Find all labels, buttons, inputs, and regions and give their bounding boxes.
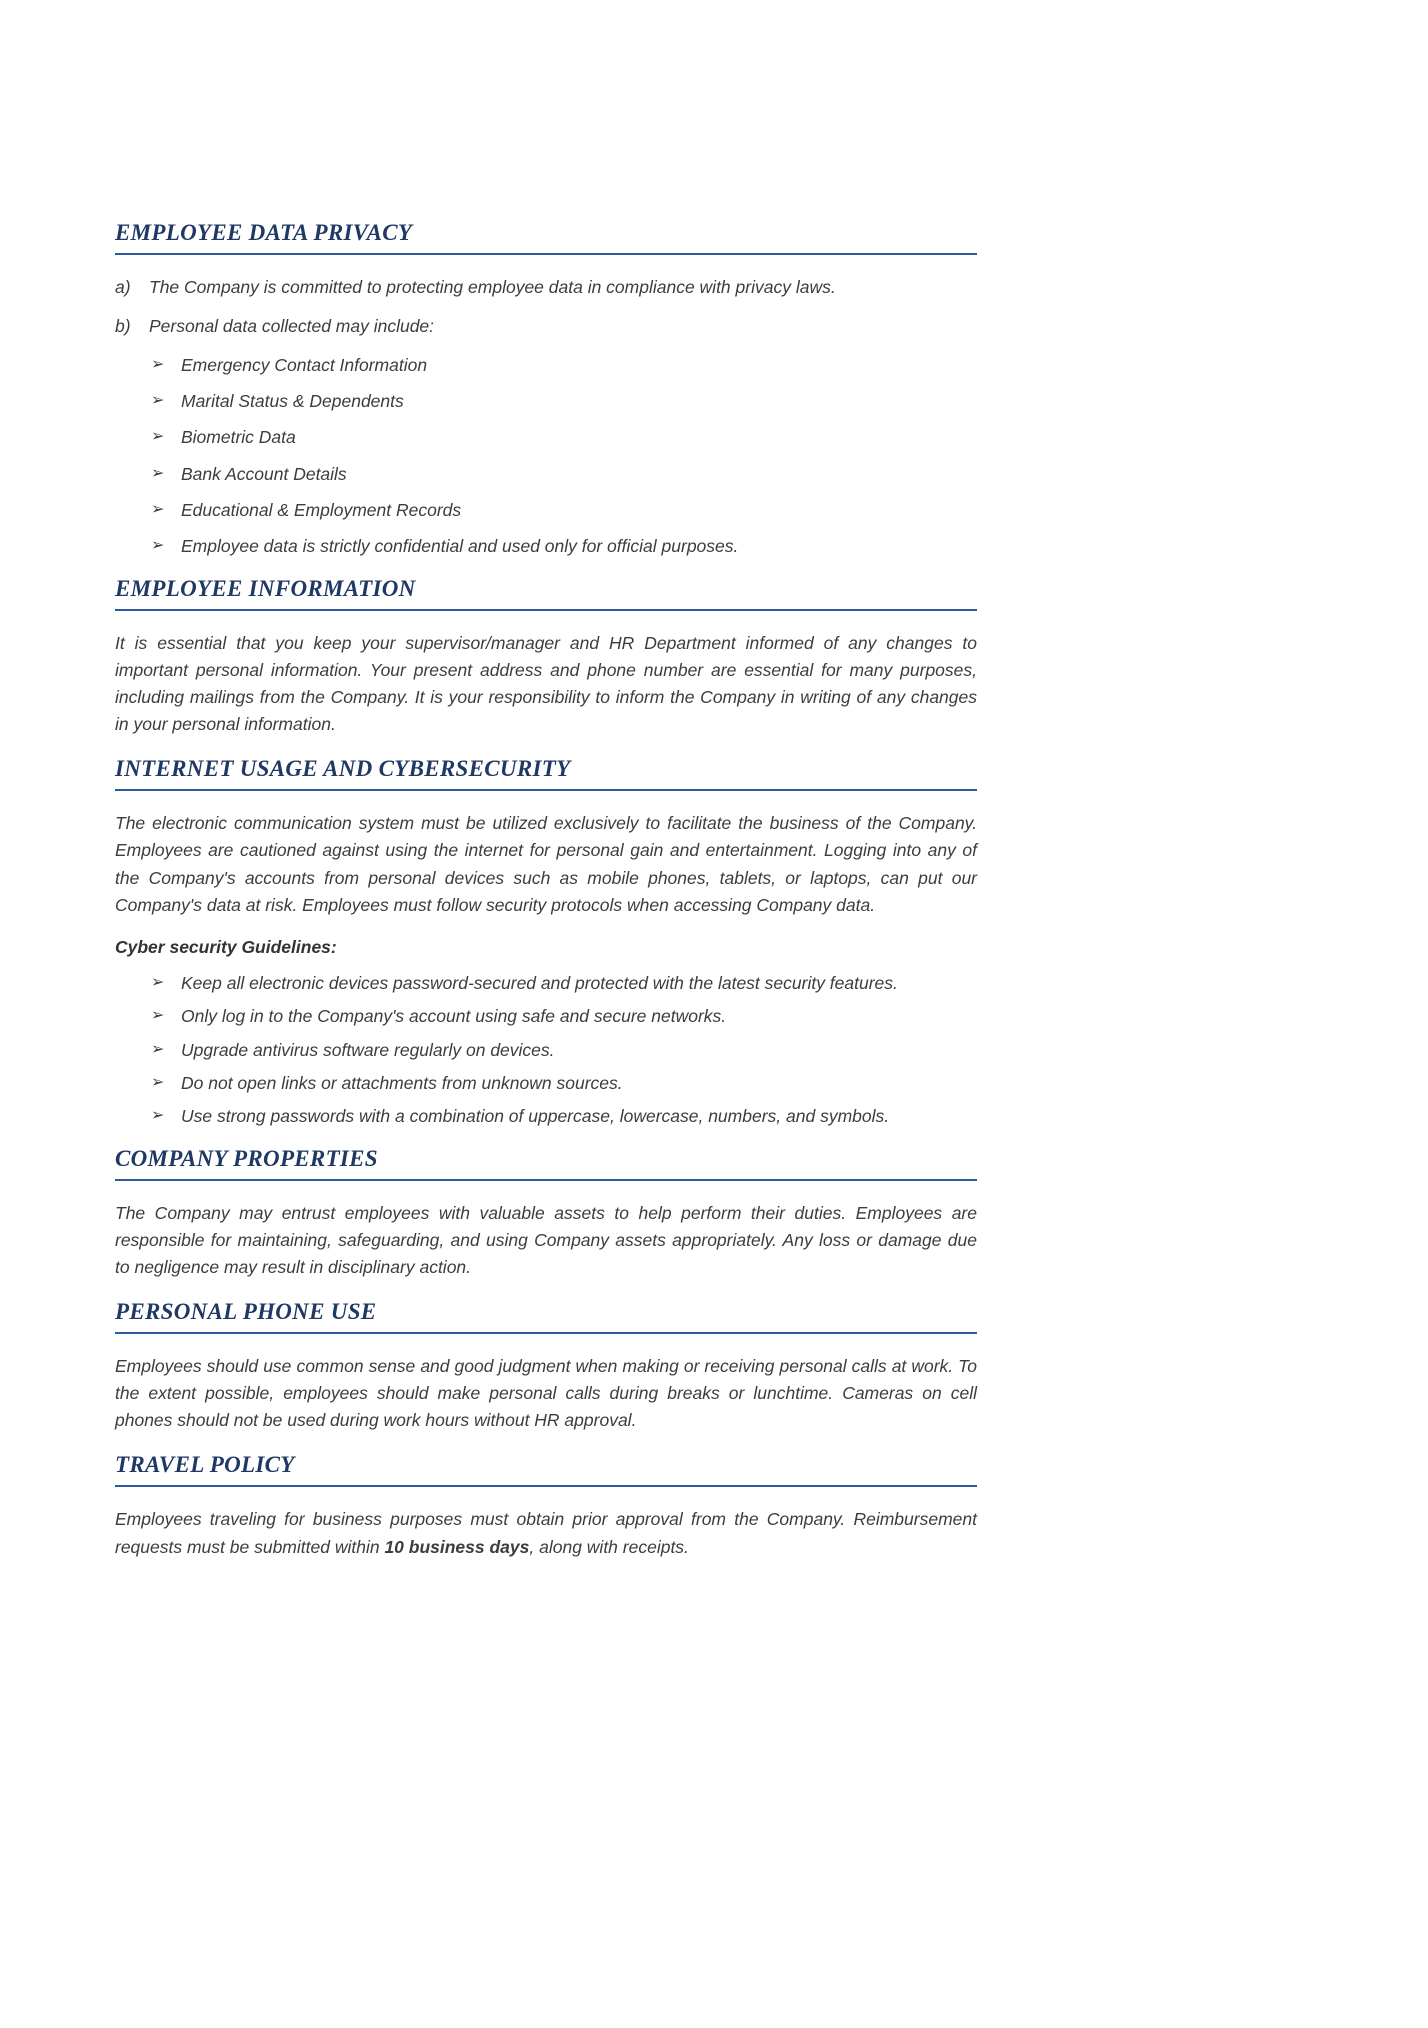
list-item-text: Marital Status & Dependents xyxy=(181,390,404,411)
document-page xyxy=(115,220,977,1579)
heading-rule xyxy=(115,253,977,255)
arrow-bullet-icon: ➢ xyxy=(151,1073,165,1091)
heading-rule xyxy=(115,1485,977,1487)
heading-rule xyxy=(115,1332,977,1334)
list-item-text: Use strong passwords with a combination of uppercase, lowercase, numbers, and symbols. xyxy=(181,1106,890,1127)
arrow-bullet-icon: ➢ xyxy=(151,1107,165,1125)
list-item xyxy=(151,1004,977,1029)
list-item-alpha xyxy=(115,313,977,339)
section-company-properties xyxy=(115,1146,977,1281)
heading-rule xyxy=(115,609,977,611)
arrow-bullet-icon: ➢ xyxy=(151,464,165,482)
paragraph: Employees should use common sense and good judgment when making or receiving personal calls at work. To the extent possible, employees should make personal calls during breaks or lunchtime. Cameras on cell phones should not be used during work hours without HR approval. xyxy=(115,1356,977,1431)
list-item xyxy=(151,353,977,378)
list-item xyxy=(151,1071,977,1096)
list-item-text: Employee data is strictly confidential and used only for official purposes. xyxy=(181,536,739,557)
list-item-text: Personal data collected may include: xyxy=(149,316,435,337)
cyber-guidelines-subheading: Cyber security Guidelines: xyxy=(115,936,337,957)
paragraph-text: Employees traveling for business purposes must obtain prior approval from the Company. Reimbursement requests must be submitted within xyxy=(115,1509,977,1557)
arrow-bullet-icon: ➢ xyxy=(151,1040,165,1058)
arrow-bullet-icon: ➢ xyxy=(151,355,165,373)
alpha-bullet: b) xyxy=(115,316,131,337)
list-item-text: Keep all electronic devices password-secured and protected with the latest security features. xyxy=(181,972,898,993)
list-item xyxy=(151,1104,977,1129)
list-item xyxy=(151,971,977,996)
arrow-bullet-icon: ➢ xyxy=(151,1007,165,1025)
list-item xyxy=(151,1038,977,1063)
section-heading: TRAVEL POLICY xyxy=(115,1452,295,1478)
paragraph: It is essential that you keep your supervisor/manager and HR Department informed of any changes to important personal information. Your present address and phone number are essential for many purposes, including mailings from the Company. It is your responsibility to inform the Company in writing of any changes in your personal information. xyxy=(115,632,977,735)
list-item-text: Biometric Data xyxy=(181,427,296,448)
section-employee-data-privacy xyxy=(115,220,977,560)
list-item xyxy=(151,534,977,559)
heading-rule xyxy=(115,1179,977,1181)
arrow-bullet-icon: ➢ xyxy=(151,973,165,991)
section-travel-policy xyxy=(115,1452,977,1560)
section-personal-phone-use xyxy=(115,1299,977,1434)
arrow-bullet-icon: ➢ xyxy=(151,391,165,409)
arrow-bullet-icon: ➢ xyxy=(151,537,165,555)
list-item xyxy=(151,462,977,487)
paragraph: The Company may entrust employees with valuable assets to help perform their duties. Employees are responsible for maintaining, safeguarding, and using Company assets appropriately. Any loss or damage due to negligence may result in disciplinary action. xyxy=(115,1202,977,1277)
list-item-text: Bank Account Details xyxy=(181,463,347,484)
list-item-text: Only log in to the Company's account using safe and secure networks. xyxy=(181,1006,727,1027)
section-heading: COMPANY PROPERTIES xyxy=(115,1145,378,1171)
section-heading: INTERNET USAGE AND CYBERSECURITY xyxy=(115,756,571,782)
list-item-text: Educational & Employment Records xyxy=(181,500,462,520)
list-item-text: Do not open links or attachments from unknown sources. xyxy=(181,1072,623,1093)
arrow-bullet-icon: ➢ xyxy=(151,428,165,446)
list-item xyxy=(151,498,977,523)
list-item-alpha xyxy=(115,274,977,300)
list-item-text: Emergency Contact Information xyxy=(181,354,428,375)
paragraph-text: , along with receipts. xyxy=(529,1536,689,1557)
arrow-bullet-icon: ➢ xyxy=(151,501,165,518)
cyber-guidelines-list xyxy=(151,971,977,1130)
paragraph-bold-text: 10 business days xyxy=(384,1536,530,1557)
list-item xyxy=(151,389,977,414)
section-employee-information xyxy=(115,576,977,739)
privacy-data-list xyxy=(151,353,977,560)
heading-rule xyxy=(115,789,977,791)
list-item-text: The Company is committed to protecting employee data in compliance with privacy laws. xyxy=(149,277,836,297)
paragraph xyxy=(115,1506,977,1560)
section-heading: EMPLOYEE DATA PRIVACY xyxy=(115,220,413,245)
section-heading: EMPLOYEE INFORMATION xyxy=(115,575,416,601)
list-item xyxy=(151,425,977,450)
paragraph: The electronic communication system must be utilized exclusively to facilitate the business of the Company. Employees are cautioned against using the internet for personal gain and entertainment. Logging into any of the Company's accounts from personal devices such as mobile phones, tablets, or laptops, can put our Company's data at risk. Employees must follow security protocols when accessing Company data. xyxy=(115,813,977,915)
section-heading: PERSONAL PHONE USE xyxy=(115,1299,377,1324)
alpha-bullet: a) xyxy=(115,277,131,297)
section-internet-usage xyxy=(115,756,977,1129)
list-item-text: Upgrade antivirus software regularly on devices. xyxy=(181,1039,555,1060)
